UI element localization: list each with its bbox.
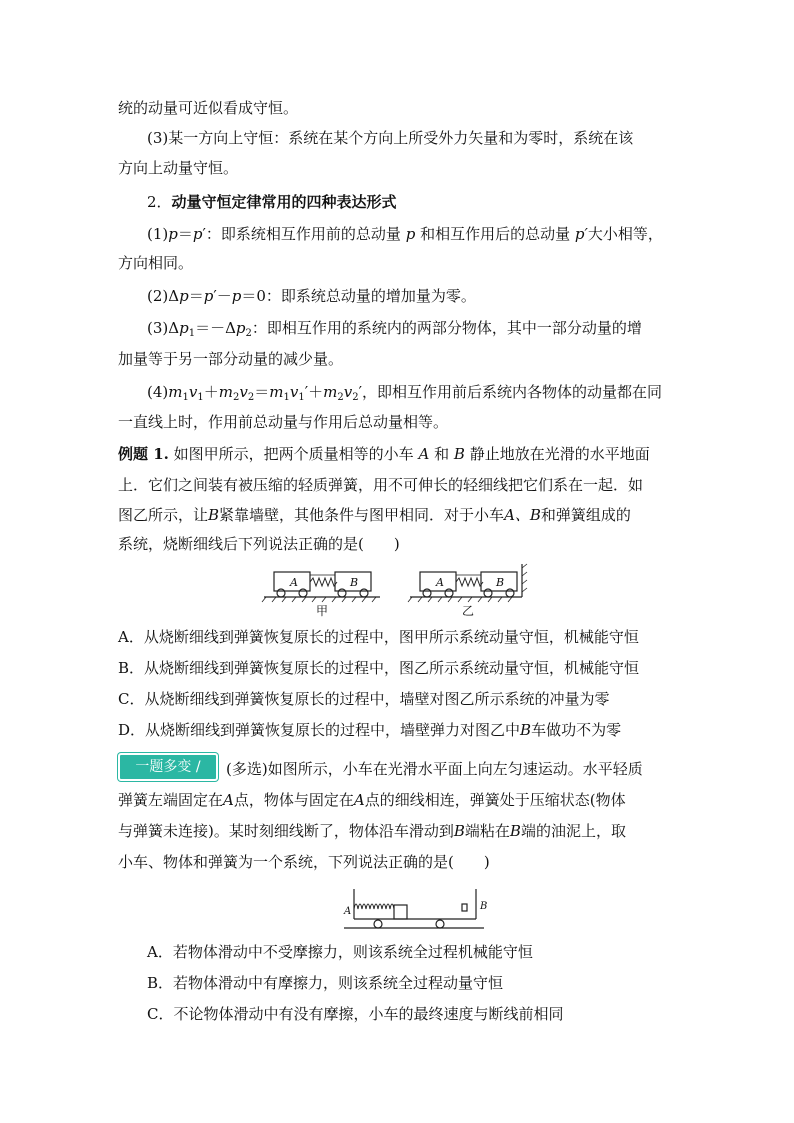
figure-label-yi: 乙 [462, 604, 475, 618]
text-line: 一直线上时，作用前总动量与作用后总动量相等。 [118, 413, 449, 431]
figure-jia [262, 572, 380, 602]
figure-label-jia: 甲 [316, 604, 329, 618]
text-line: 加量等于另一部分动量的减少量。 [118, 350, 344, 368]
option-d: D．从烧断细线到弹簧恢复原长的过程中，墙壁弹力对图乙中B车做功不为零 [118, 721, 622, 739]
variant-badge: 一题多变 / [118, 753, 218, 781]
cart-spring-figure [260, 560, 535, 622]
section-heading: 2．动量守恒定律常用的四种表达形式 [147, 193, 397, 211]
example-line: 系统，烧断细线后下列说法正确的是( ) [118, 535, 400, 553]
question-line: 与弹簧未连接)。某时刻细线断了，物体沿车滑动到B端粘在B端的油泥上，取 [118, 822, 626, 840]
formula-line-2: (2)Δp＝p′－p＝0：即系统总动量的增加量为零。 [147, 287, 476, 305]
option-a: A．从烧断细线到弹簧恢复原长的过程中，图甲所示系统动量守恒，机械能守恒 [118, 628, 639, 646]
option-b: B．若物体滑动中有摩擦力，则该系统全过程动量守恒 [147, 974, 504, 992]
example-line: 上．它们之间装有被压缩的轻质弹簧，用不可伸长的轻细线把它们系在一起．如 [118, 476, 644, 494]
example-line: 例题 1. 如图甲所示，把两个质量相等的小车 A 和 B 静止地放在光滑的水平地面 [118, 445, 650, 463]
text-line: 统的动量可近似看成守恒。 [118, 99, 299, 117]
text-line: 方向上动量守恒。 [118, 159, 239, 177]
text-line: 方向相同。 [118, 254, 194, 272]
cart-b-label: B [350, 576, 359, 589]
cart-a-label: A [436, 576, 444, 589]
figure-yi [408, 564, 527, 602]
point-a-label: A [344, 906, 352, 917]
option-b: B．从烧断细线到弹簧恢复原长的过程中，图乙所示系统动量守恒，机械能守恒 [118, 659, 640, 677]
car-spring-figure [340, 885, 490, 933]
option-c: C．从烧断细线到弹簧恢复原长的过程中，墙壁对图乙所示系统的冲量为零 [118, 690, 610, 708]
option-c: C．不论物体滑动中有没有摩擦，小车的最终速度与断线前相同 [147, 1005, 564, 1023]
formula-line-4: $(4)m_1v_1+m_2v_2=m_1v_1'+m_2v_2'$，即相互作用前后系统内各物体的动量都在同 [147, 383, 662, 403]
example-line: 图乙所示，让B紧靠墙壁，其他条件与图甲相同．对于小车A、B和弹簧组成的 [118, 506, 631, 524]
text-line: (3)某一方向上守恒：系统在某个方向上所受外力矢量和为零时，系统在该 [147, 129, 634, 147]
formula-line-1: (1)p＝p′：即系统相互作用前的总动量 p 和相互作用后的总动量 p′大小相等， [147, 225, 663, 243]
point-b-label: B [480, 901, 488, 912]
formula-line-3: $(3)\Delta p_1=-\Delta p_2$：即相互作用的系统内的两部分物体，其中一部分动量的增 [147, 319, 642, 339]
cart-b-label: B [496, 576, 505, 589]
question-line: 弹簧左端固定在A点，物体与固定在A点的细线相连，弹簧处于压缩状态(物体 [118, 791, 626, 809]
question-line: (多选)如图所示，小车在光滑水平面上向左匀速运动。水平轻质 [226, 760, 643, 778]
cart-a-label: A [290, 576, 298, 589]
option-a: A．若物体滑动中不受摩擦力，则该系统全过程机械能守恒 [147, 943, 533, 961]
question-line: 小车、物体和弹簧为一个系统，下列说法正确的是( ) [118, 853, 490, 871]
